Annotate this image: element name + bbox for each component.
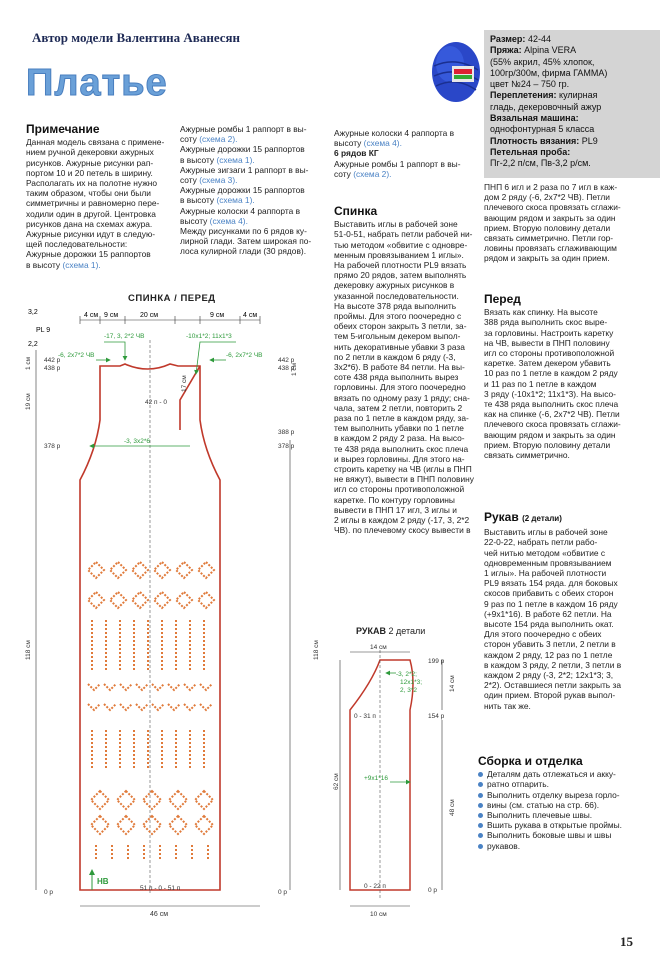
note-line: высоту <box>180 215 208 226</box>
assembly-section <box>478 756 634 851</box>
note-line: Ажурные колоски 4 раппорта в <box>180 205 301 216</box>
row-label: 378 р <box>278 443 295 450</box>
hb-label: НВ <box>97 877 109 886</box>
lace-motif <box>169 791 187 809</box>
shaping-note: 2, 3*2 <box>400 687 417 694</box>
sleeve-text-line: нить так же. <box>484 700 531 711</box>
back-text-line: ЧВ). по плечевому скосу вывести в <box>334 525 471 536</box>
back-text-line: раза по 1 петле в каждом ряду, за- <box>334 413 469 424</box>
back-text-line: вывести в ПНП 17 игл, 3 иглы и <box>334 504 457 515</box>
scheme-ref: (схема 1). <box>216 195 255 206</box>
lace-motif <box>104 684 116 690</box>
assembly-item: ратно отпарить. <box>478 779 634 789</box>
front-text-line: Вязать как спинку. На высоте <box>484 307 598 318</box>
dim-label: 48 см <box>449 799 456 816</box>
front-text-line: те 438 ряда выполнить скос плеча <box>484 399 619 410</box>
note-line: лирной глади. Затем широкая по- <box>180 236 312 247</box>
front-text-line: 10 раз по 1 петле в каждом 2 ряду <box>484 368 618 379</box>
back-text-line: те 438 ряда выполнить скос плеча <box>334 443 469 454</box>
note-line: лоса кулирной глади (30 рядов). <box>180 246 307 257</box>
back-text-line: вязать по одному разу 1 ряду; сна- <box>334 392 470 403</box>
front-section <box>484 294 634 460</box>
lace-motif <box>143 791 161 809</box>
front-text-line: связать симметрично. <box>484 450 570 461</box>
back-text-line: 51-0-51, набрать петли рабочей ни- <box>334 229 473 240</box>
continued-text-line: ловины провязать сглаживающим <box>484 243 617 254</box>
back-text-line: указанной последовательности. <box>334 290 459 301</box>
scheme-ref: (схема 1). <box>62 259 101 270</box>
height-label: 1 см <box>291 362 298 376</box>
front-text-line: плечевого скоса провязать сглажи- <box>484 419 621 430</box>
shaping-note: -3, 3х2*6 <box>124 438 151 445</box>
note-line: Ажурные дорожки 15 раппортов <box>180 185 305 196</box>
sleeve-text-line: 9 раз по 1 петле в каждом 16 ряду <box>484 598 618 609</box>
note-line: соту <box>334 168 351 179</box>
front-text-line: и 11 раз по 1 петле в каждом <box>484 378 597 389</box>
front-text-line: каретке. Затем декером убавить <box>484 358 611 369</box>
back-text-line: соте 438 ряда выполнить вырез <box>334 372 459 383</box>
note-line: ходили один в другой. Центровка <box>26 208 156 219</box>
lace-motif <box>91 791 109 809</box>
yarn-line3: 100гр/300м, фирма ГАММА) <box>490 67 608 78</box>
width-label: 46 см <box>150 911 169 918</box>
back-text-line: прямо 20 рядов, затем выполнять <box>334 270 467 281</box>
assembly-item: Выполнить плечевые швы. <box>478 810 634 820</box>
assembly-item: рукавов. <box>478 841 634 851</box>
row-label: 442 р <box>278 357 295 364</box>
scheme-ref: (схема 2). <box>353 168 392 179</box>
note-section <box>26 124 172 270</box>
note-line: соту <box>180 175 197 186</box>
lace-motif <box>104 704 116 710</box>
scheme-ref: (схема 4). <box>363 138 402 149</box>
note-line: высоту <box>334 138 362 149</box>
lace-motif <box>184 704 196 710</box>
lace-motif <box>117 816 135 834</box>
lace-motif <box>88 684 100 690</box>
note-section-3 <box>334 128 476 179</box>
note-line: рисунков дана на схемах ажура. <box>26 218 153 229</box>
sleeve-text-line: 22-0-22, набрать петли рабо- <box>484 537 598 548</box>
continued-text-line: дом 2 ряду (-6, 2х7*2 ЧВ). Петли <box>484 192 610 203</box>
height-label: 19 см <box>25 393 32 410</box>
author-line: Автор модели Валентина Аванесян <box>32 30 241 45</box>
shaping-note: -6, 2х7*2 ЧВ <box>58 352 95 359</box>
front-text-line: 3 ряду (-10х1*2; 11х1*3). На высо- <box>484 388 616 399</box>
sleeve-heading: Рукав <box>484 510 519 524</box>
specs-box <box>484 30 660 178</box>
height-label: 118 см <box>25 640 32 660</box>
back-text-line: каретке. По контуру горловины <box>334 494 455 505</box>
sleeve-text-line: один прием. Второй рукав выпол- <box>484 690 616 701</box>
lace-motif <box>198 592 214 608</box>
dim-label: 14 см <box>449 675 456 692</box>
yarn-value: Alpina VERA <box>524 45 577 56</box>
yarn-label: Пряжа: <box>490 45 522 56</box>
sleeve-text-line: высоте 154 ряда выполнить окат. <box>484 619 614 630</box>
lace-motif <box>176 562 192 578</box>
dim-label: 62 см <box>333 773 340 790</box>
dim-label: 4 см <box>84 312 99 319</box>
note-line: в высоту <box>26 259 61 270</box>
lace-motif <box>117 791 135 809</box>
note-line: Ажурные колоски 4 раппорта в <box>334 128 455 138</box>
sleeve-text-line: в каждом 3 ряду, 2 петли, 3 петли в <box>484 659 622 670</box>
front-text-line: на ЧВ, вывести в ПНП половину <box>484 337 610 348</box>
schema-heading: СПИНКА / ПЕРЕД <box>128 293 216 304</box>
back-front-schematic <box>0 300 335 920</box>
sleeve-text-line: 2*2). Оставшиеся петли закрыть за <box>484 680 621 691</box>
center-label: 0 - 31 п <box>354 713 376 720</box>
lace-motif <box>152 684 164 690</box>
row-label: 438 р <box>278 365 295 372</box>
page-title: Платье <box>26 62 168 104</box>
lace-motif <box>143 816 161 834</box>
back-text-line: тем выполнить убавки по 1 петле <box>334 423 464 434</box>
dim-label: 10 см <box>370 911 387 918</box>
back-text-line: игл со стороны противоположной <box>334 484 465 495</box>
back-text-line: горловины. Для этого поочередно <box>334 382 466 393</box>
scheme-ref: (схема 1). <box>216 154 255 165</box>
front-text-line: за горловины. Настроить каретку <box>484 327 614 338</box>
back-text-line: чала, затем 2 петли, повторить 2 <box>334 402 463 413</box>
lace-motif <box>88 704 100 710</box>
lace-motif <box>168 684 180 690</box>
continued-text-line: прием. Вторую половину детали <box>484 222 611 233</box>
lace-motif <box>169 816 187 834</box>
lace-motif <box>195 816 213 834</box>
dim-label: 14 см <box>370 644 387 651</box>
yarn-line4: цвет №24 – 750 гр. <box>490 79 570 90</box>
weaving-label: Переплетения: <box>490 90 557 101</box>
row-label: 0 р <box>428 887 438 894</box>
back-text-line: На высоте 378 ряда выполнить <box>334 300 457 311</box>
shaping-note: 12х1*3; <box>400 679 423 686</box>
assembly-item: Выполнить отделку выреза горло- <box>478 790 634 800</box>
front-text-line: прием. Вторую половину детали <box>484 439 611 450</box>
note-line: Данная модель связана с примене- <box>26 137 165 148</box>
lace-motif <box>132 592 148 608</box>
assembly-item: Деталям дать отлежаться и акку- <box>478 769 634 779</box>
back-text-line: строить каретку на ЧВ (иглы в ПНП <box>334 464 472 475</box>
dim-label: 3,2 <box>28 309 38 316</box>
row-label: 0 р <box>278 889 288 896</box>
dim-label: 20 см <box>140 312 159 319</box>
note-line: нием ручной декеровки ажурных <box>26 147 154 158</box>
sample-value: Пг-2,2 п/см, Пв-3,2 р/см. <box>490 158 591 169</box>
note-line: портом 10 и 20 петель в ширину. <box>26 167 153 178</box>
lace-motif <box>88 562 104 578</box>
back-heading: Спинка <box>334 204 378 218</box>
assembly-item: Вшить рукава в открытые проймы. <box>478 820 634 830</box>
note-line: 6 рядов КГ <box>334 148 379 159</box>
back-text-line: тем 5-игольным декером выпол- <box>334 331 461 342</box>
lace-motif <box>110 592 126 608</box>
note-line: Ажурные ромбы 1 раппорт в вы- <box>334 158 461 169</box>
weaving-line2: гладь, декеровочный ажур <box>490 101 602 112</box>
row-label: 0 р <box>44 889 54 896</box>
height-label: 1 см <box>25 356 32 370</box>
dim-label: PL 9 <box>36 327 51 334</box>
note-line: Ажурные рисунки идут в следую- <box>26 229 156 240</box>
note-line: в высоту <box>180 154 215 165</box>
lace-motif <box>91 816 109 834</box>
size-value: 42-44 <box>527 34 551 44</box>
continued-text-line: связать симметрично. Петли гор- <box>484 233 614 244</box>
front-text-line: вающим рядом и закрыть за один <box>484 429 616 440</box>
back-section <box>334 206 474 536</box>
lace-motif <box>200 704 212 710</box>
back-text-line: не вяжут), вывести в ПНП половину <box>334 474 474 485</box>
sleeve-text-line: Для этого поочередно с обеих <box>484 629 602 640</box>
machine-label: Вязальная машина: <box>490 113 579 124</box>
back-text-line: 3х2*6). В работе 84 петли. На вы- <box>334 362 465 373</box>
lace-pattern-area <box>88 562 214 860</box>
row-label: 442 р <box>44 357 61 364</box>
assembly-heading: Сборка и отделка <box>478 754 583 768</box>
row-label: 154 р <box>428 713 445 720</box>
lace-motif <box>200 684 212 690</box>
front-text-line: игл со стороны противоположной <box>484 348 615 359</box>
sleeve-text-line: сторон убавить 3 петли, 2 петли в <box>484 639 616 650</box>
back-text-line: 2 иглы в каждом 2 ряду (-17, 3, 2*2 <box>334 515 470 526</box>
shaping-note: -6, 2х7*2 ЧВ <box>226 352 263 359</box>
continued-text-line: рядом и закрыть за один прием. <box>484 253 610 264</box>
back-text-line: по 2 петли в каждом 6 ряду (-3, <box>334 351 456 362</box>
scheme-ref: (схема 2). <box>199 134 238 145</box>
shaping-note: -3, 2*2; <box>396 671 417 678</box>
row-label: 378 р <box>44 443 61 450</box>
back-text-line: проймы. Для этого поочередно с <box>334 311 462 322</box>
back-text-line: и вырез горловины. Для этого на- <box>334 453 465 464</box>
note-line: в высоту <box>180 195 215 206</box>
sleeve-subheading: (2 детали) <box>522 514 562 523</box>
height-label: 118 см <box>313 640 320 660</box>
shaping-note: -10х1*2; 11х1*3 <box>186 333 232 340</box>
weaving-value: кулирная <box>559 90 598 101</box>
sleeve-text-line: каждом 2 ряду (-3, 2*2; 12х1*3; 3, <box>484 670 614 681</box>
back-text-line: декеровку ажурных рисунков в <box>334 280 455 291</box>
lace-motif <box>168 704 180 710</box>
note-line: Ажурные дорожки 15 раппортов <box>26 249 151 260</box>
dim-label: 2,2 <box>28 341 38 348</box>
back-text-line: Выставить иглы в рабочей зоне <box>334 219 458 230</box>
sleeve-text-line: чей нитью методом «обвитие с <box>484 547 606 558</box>
front-text-line: 388 ряда выполнить скос выре- <box>484 317 608 328</box>
sleeve-section <box>484 512 634 711</box>
dim-label: 9 см <box>210 312 225 319</box>
center-label: 0 - 22 п <box>364 883 386 890</box>
sleeve-text-line: (+9х1*16). В работе 62 петли. На <box>484 608 612 619</box>
sleeve-text-line: Выставить иглы в рабочей зоне <box>484 527 608 538</box>
lace-motif <box>195 791 213 809</box>
lace-motif <box>152 704 164 710</box>
note-line: таким образом, чтобы они были <box>26 188 151 199</box>
sleeve-schema-heading: РУКАВ 2 детали <box>356 626 426 636</box>
lace-motif <box>184 684 196 690</box>
note-line: Располагать их на полотне нужно <box>26 178 158 189</box>
back-text-line: менным провязыванием 1 иглы». <box>334 249 464 260</box>
continued-text-line: вающим рядом и закрыть за один <box>484 212 616 223</box>
back-text-line: нить декоративные убавки 3 раза <box>334 341 465 352</box>
row-label: 438 р <box>44 365 61 372</box>
page-number: 15 <box>620 934 633 949</box>
yarn-line2: (55% акрил, 45% хлопок, <box>490 56 595 67</box>
sleeve-text-line: 1 иглы». На рабочей плотности <box>484 568 607 579</box>
shaping-note: +9х1*16 <box>364 775 389 782</box>
note-line: Ажурные ромбы 1 раппорт в вы- <box>180 124 307 134</box>
scheme-ref: (схема 4). <box>209 215 248 226</box>
lace-motif <box>132 562 148 578</box>
continued-text-line: ПНП 6 игл и 2 раза по 7 игл в каж- <box>484 182 618 192</box>
machine-value: однофонтурная 5 класса <box>490 124 595 135</box>
note-heading: Примечание <box>26 122 100 136</box>
lace-motif <box>120 704 132 710</box>
note-line: соту <box>180 134 197 145</box>
front-heading: Перед <box>484 292 521 306</box>
back-continued <box>484 182 634 264</box>
back-text-line: обеих сторон закрыть 3 петли, за- <box>334 321 467 332</box>
lace-motif <box>88 592 104 608</box>
height-label: 17 см <box>181 375 188 392</box>
scheme-ref: (схема 3). <box>199 175 238 186</box>
size-label: Размер: <box>490 34 526 44</box>
sleeve-text-line: скосов прибавить с обеих сторон <box>484 588 614 599</box>
lace-motif <box>154 592 170 608</box>
note-line: Между рисунками по 6 рядов ку- <box>180 226 307 237</box>
front-text-line: как на спинке (-6, 2х7*2 ЧВ). Петли <box>484 409 620 420</box>
yarn-ball-image <box>428 36 484 106</box>
sleeve-text-line: каждом 2 ряду, 12 раз по 1 петле <box>484 649 613 660</box>
sleeve-text-line: одновременным провязыванием <box>484 557 612 568</box>
sample-label: Петельная проба: <box>490 146 571 157</box>
note-section-2 <box>180 124 326 257</box>
lace-motif <box>198 562 214 578</box>
lace-motif <box>110 562 126 578</box>
back-text-line: в каждом 2 ряду 2 раза. На высо- <box>334 433 465 444</box>
density-label: Плотность вязания: <box>490 135 580 146</box>
continued-text-line: плечевого скоса провязать сглажи- <box>484 202 621 213</box>
assembly-item: Выполнить боковые швы и швы <box>478 830 634 840</box>
center-label: 42 п - 0 <box>145 399 167 406</box>
row-label: 388 р <box>278 429 295 436</box>
back-text-line: На рабочей плотности PL9 вязать <box>334 260 467 271</box>
note-line: рисунков. Ажурные рисунки рап- <box>26 157 154 168</box>
lace-motif <box>176 592 192 608</box>
back-text-line: тью методом «обвитие с одновре- <box>334 239 468 250</box>
note-line: симметричны и равномерно пере- <box>26 198 160 209</box>
lace-motif <box>136 684 148 690</box>
sleeve-schematic <box>330 640 480 920</box>
lace-motif <box>136 704 148 710</box>
dim-label: 9 см <box>104 312 119 319</box>
row-label: 199 р <box>428 658 445 665</box>
shaping-note: -17, 3, 2*2 ЧВ <box>104 333 145 340</box>
lace-motif <box>154 562 170 578</box>
sleeve-text-line: PL9 вязать 154 ряда. для боковых <box>484 578 618 589</box>
density-value: PL9 <box>581 135 598 146</box>
note-line: Ажурные дорожки 15 раппортов <box>180 144 305 155</box>
assembly-item: вины (см. статью на стр. 66). <box>478 800 634 810</box>
lace-motif <box>120 684 132 690</box>
note-line: Ажурные зигзаги 1 раппорт в вы- <box>180 164 309 175</box>
dim-label: 4 см <box>243 312 258 319</box>
bottom-label: 51 п - 0 - 51 п <box>140 885 181 892</box>
note-line: щей последовательности: <box>26 239 128 250</box>
